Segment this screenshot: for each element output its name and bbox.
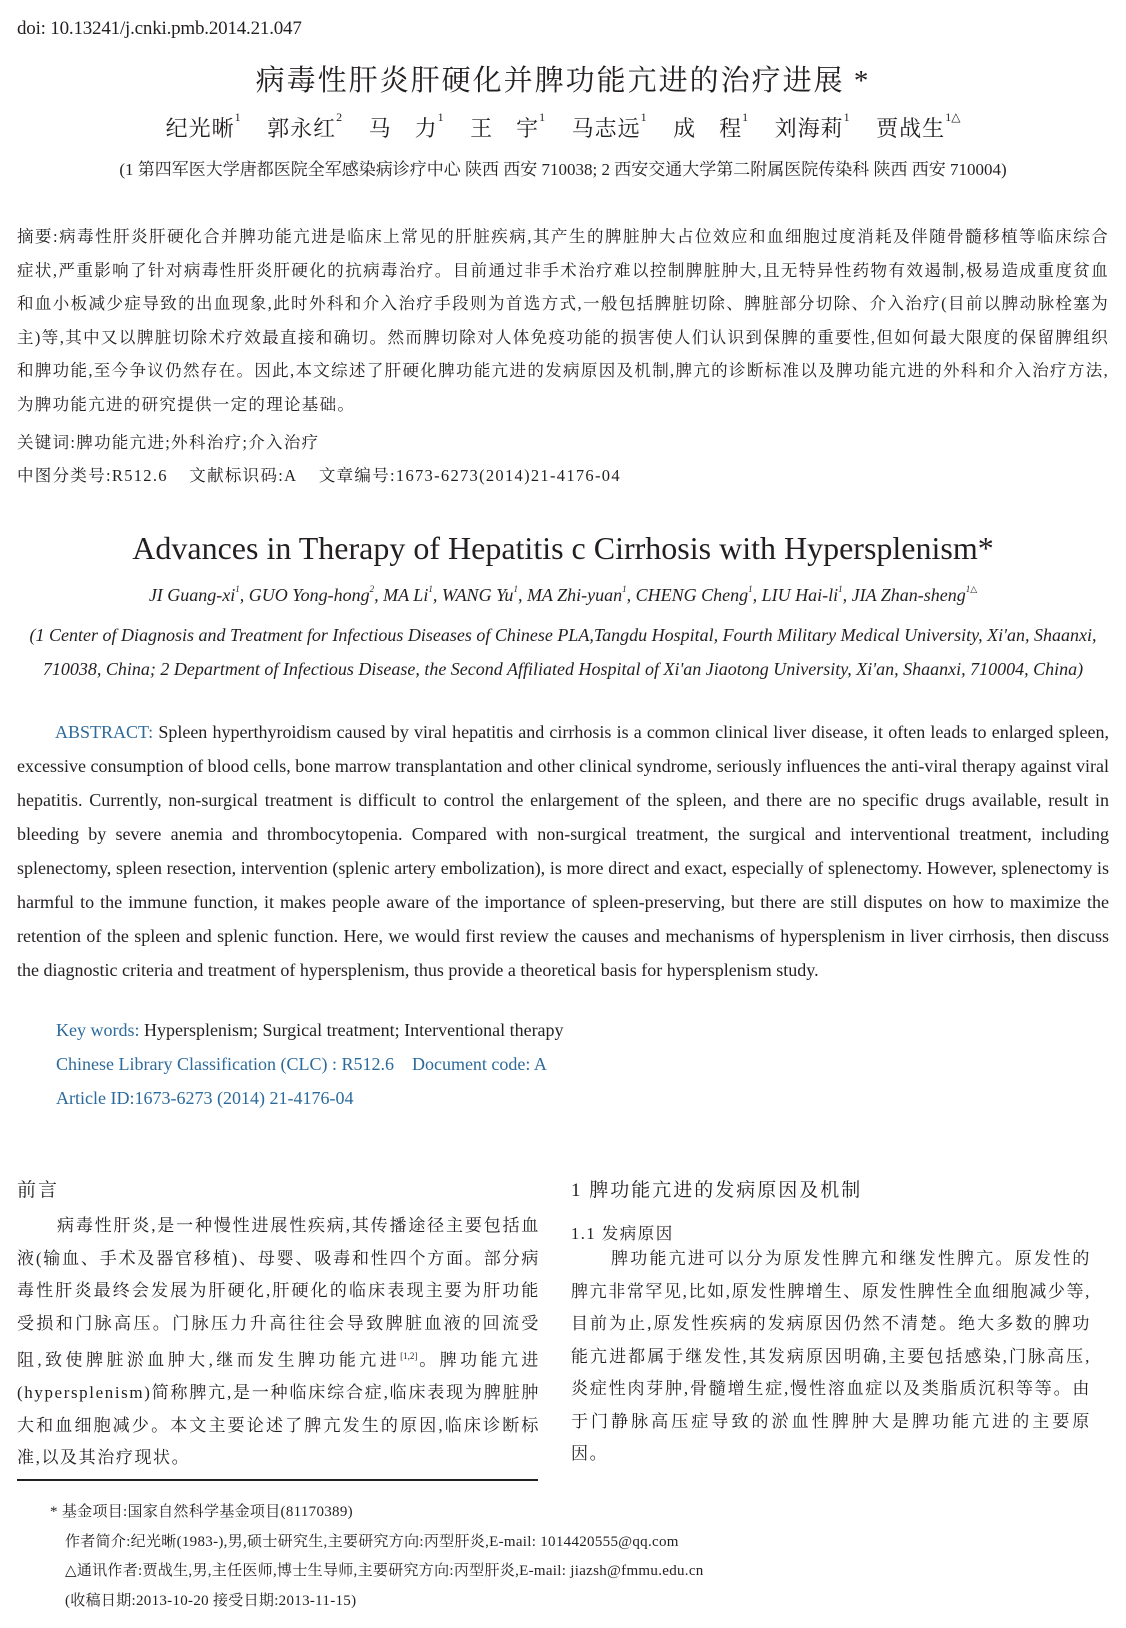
english-keywords	[56, 1020, 564, 1041]
section-heading-preface: 前言	[17, 1180, 60, 1201]
keywords-text: Hypersplenism; Surgical treatment; Interventional therapy	[144, 1020, 564, 1040]
english-author: CHENG Cheng$^1$	[635, 584, 753, 605]
section-1-1-paragraph: 脾功能亢进可以分为原发性脾亢和继发性脾亢。原发性的脾亢非常罕见,比如,原发性脾增生、原发性脾性全血细胞减少等,目前为止,原发性疾病的发病原因仍然不清楚。绝大多数的脾功能亢进都属于继发性,其发病原因明确,主要包括感染,门脉高压,炎症性肉芽肿,骨髓增生症,慢性溶血症以及类脂质沉积等等。由于门静脉高压症导致的淤血性脾肿大是脾功能亢进的主要原因。	[571, 1249, 1091, 1463]
english-author: GUO Yong-hong$^2$	[248, 584, 375, 605]
footnote-divider	[17, 1479, 538, 1481]
footnote-author-intro: 作者简介:纪光晰(1983-),男,硕士研究生,主要研究方向:丙型肝炎,E-mail: 1014420555@qq.com	[65, 1533, 679, 1550]
chinese-doc-code: 文献标识码:A	[189, 466, 298, 485]
chinese-classification-line	[17, 459, 1109, 493]
english-affiliation: (1 Center of Diagnosis and Treatment for Infectious Diseases of Chinese PLA,Tangdu Hospital, Fourth Military Medical University, Xi'an, Shaanxi, 710038, China; 2 Department of Infectious Disease, the Second Affiliated Hospital of Xi'an Jiaotong University, Xi'an, Shaanxi, 710004, China)	[29, 625, 1097, 679]
english-author: JI Guang-$xi^1$	[148, 584, 240, 605]
affiliation-superscript: 1	[234, 110, 241, 124]
affiliation-superscript: 1	[640, 110, 647, 124]
chinese-author: 刘海莉$^1$	[774, 110, 850, 141]
footnotes	[50, 1498, 704, 1616]
chinese-article-number: 文章编号:1673-6273(2014)21-4176-04	[318, 466, 621, 485]
citation-reference[interactable]: [1,2]	[400, 1351, 418, 1361]
affiliation-superscript: 1△	[945, 110, 961, 124]
english-title: Advances in Therapy of Hepatitis c Cirrhosis with Hypersplenism*	[132, 530, 994, 566]
abstract-text: Spleen hyperthyroidism caused by viral hepatitis and cirrhosis is a common clinical liver disease, it often leads to enlarged spleen, excessive consumption of blood cells, bone marrow transplantation and other clinical syndrome, seriously influences the anti-viral therapy against viral hepatitis. Currently, non-surgical treatment is difficult to control the enlargement of the spleen, and there are no specific drugs available, result in bleeding by severe anemia and thrombocytopenia. Compared with non-surgical treatment, the surgical and interventional treatment, including splenectomy, spleen resection, intervention (splenic artery embolization), is more direct and exact, especially of splenectomy. However, splenectomy is harmful to the immune function, it makes people aware of the importance of spleen-preserving, but there are still disputes on how to maximize the retention of the spleen and splenic function. Here, we would first review the causes and mechanisms of hypersplenism in liver cirrhosis, then discuss the diagnostic criteria and treatment of hypersplenism, thus provide a theoretical basis for hypersplenism study.	[17, 722, 1110, 980]
footnote-dates: (收稿日期:2013-10-20 接受日期:2013-11-15)	[65, 1592, 357, 1609]
english-clc: Chinese Library Classification (CLC) : R512.6	[56, 1054, 394, 1074]
subsection-heading-1-1: 1.1 发病原因	[571, 1224, 674, 1243]
chinese-abstract: 摘要:病毒性肝炎肝硬化合并脾功能亢进是临床上常见的肝脏疾病,其产生的脾脏肿大占位效应和血细胞过度消耗及伴随骨髓移植等临床综合症状,严重影响了针对病毒性肝炎肝硬化的抗病毒治疗。目前通过非手术治疗难以控制脾脏肿大,且无特异性药物有效遏制,极易造成重度贫血和血小板减少症导致的出血现象,此时外科和介入治疗手段则为首选方式,一般包括脾脏切除、脾脏部分切除、介入治疗(目前以脾动脉栓塞为主)等,其中又以脾脏切除术疗效最直接和确切。然而脾切除对人体免疫功能的损害使人们认识到保脾的重要性,但如何最大限度的保留脾组织和脾功能,至今争议仍然存在。因此,本文综述了肝硬化脾功能亢进的发病原因及机制,脾亢的诊断标准以及脾功能亢进的外科和介入治疗方法,为脾功能亢进的研究提供一定的理论基础。	[17, 227, 1109, 414]
english-author: MA Zhi-yuan$^1$	[526, 584, 627, 605]
chinese-clc: 中图分类号:R512.6	[17, 466, 168, 485]
chinese-author: 纪光晰$^1$	[165, 110, 241, 141]
english-doc-code: Document code: A	[411, 1054, 547, 1074]
keywords-label: Key words:	[56, 1020, 140, 1040]
affiliation-superscript: 1	[742, 110, 749, 124]
preface-paragraph: 病毒性肝炎,是一种慢性进展性疾病,其传播途径主要包括血液(输血、手术及器官移植)、母婴、吸毒和性四个方面。部分病毒性肝炎最终会发展为肝硬化,肝硬化的临床表现主要为肝功能受损和门脉高压。门脉压力升高往往会导致脾脏血液的回流受阻,致使脾脏淤血肿大,继而发生脾功能亢进[1,2]。脾功能亢进(hypersplenism)简称脾亢,是一种临床综合症,临床表现为脾脏肿大和血细胞减少。本文主要论述了脾亢发生的原因,临床诊断标准,以及其治疗现状。	[17, 1216, 541, 1468]
chinese-author: 贾战生$^{1\triangle}$	[876, 110, 961, 141]
section-heading-1: 1 脾功能亢进的发病原因及机制	[571, 1180, 863, 1201]
chinese-author: 郭永红$^2$	[267, 110, 343, 141]
english-author-list: JI Guang-$xi^1$, GUO Yong-hong$^2$, MA Li$^1$, WANG Yu$^1$, MA Zhi-yuan$^1$, CHENG Cheng$^1$, LIU Hai-$li^1$, JIA Zhan-sheng$^{1\triangle}$	[148, 584, 978, 605]
abstract-label: ABSTRACT:	[55, 722, 154, 742]
english-author: MA Li$^1$	[383, 584, 433, 605]
english-abstract	[17, 715, 1109, 987]
footnote-fund: * 基金项目:国家自然科学基金项目(81170389)	[50, 1504, 353, 1520]
english-author: WANG Yu$^1$	[441, 584, 518, 605]
affiliation-superscript: 1	[843, 110, 850, 124]
english-author: JIA Zhan-sheng$^{1\triangle}$	[851, 584, 978, 605]
affiliation-superscript: 1	[539, 110, 546, 124]
english-author: LIU Hai-$li^1$	[761, 584, 843, 605]
chinese-title: 病毒性肝炎肝硬化并脾功能亢进的治疗进展 *	[255, 65, 871, 97]
chinese-keywords: 关键词:脾功能亢进;外科治疗;介入治疗	[17, 433, 320, 452]
chinese-affiliation: (1 第四军医大学唐都医院全军感染病诊疗中心 陕西 西安 710038; 2 西安交通大学第二附属医院传染科 陕西 西安 710004)	[119, 160, 1007, 179]
affiliation-superscript: 2	[336, 110, 343, 124]
affiliation-superscript: 1	[437, 110, 444, 124]
chinese-author-list	[0, 112, 1126, 143]
english-article-id: Article ID:1673-6273 (2014) 21-4176-04	[56, 1088, 354, 1108]
chinese-author: 成 程$^1$	[673, 110, 749, 141]
chinese-author: 王 宇$^1$	[470, 110, 546, 141]
english-classification-line	[56, 1054, 547, 1075]
footnote-corresponding-author: △通讯作者:贾战生,男,主任医师,博士生导师,主要研究方向:丙型肝炎,E-mail: jiazsh@fmmu.edu.cn	[65, 1563, 704, 1579]
chinese-author: 马志远$^1$	[571, 110, 647, 141]
chinese-author: 马 力$^1$	[368, 110, 444, 141]
doi: doi: 10.13241/j.cnki.pmb.2014.21.047	[17, 18, 302, 39]
